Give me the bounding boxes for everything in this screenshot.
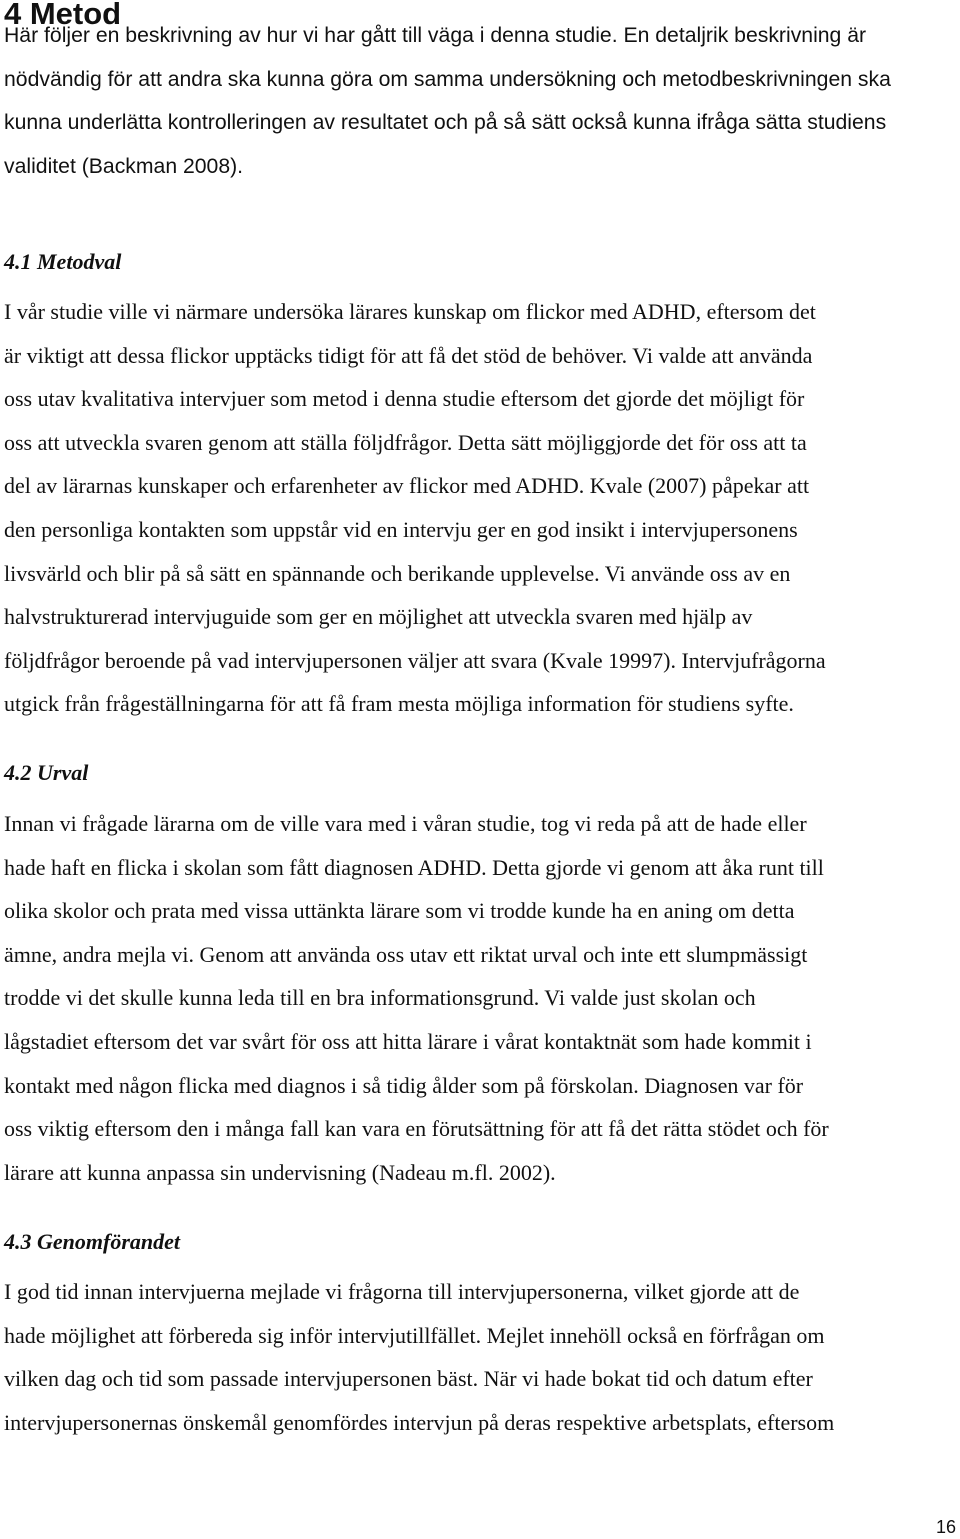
text-line: lärare att kunna anpassa sin undervisning (Nadeau m.fl. 2002). [4, 1159, 556, 1185]
text-line: halvstrukturerad intervjuguide som ger en möjlighet att utveckla svaren med hjälp av [4, 604, 753, 630]
text-line: ämne, andra mejla vi. Genom att använda oss utav ett riktat urval och inte ett slumpmässigt [4, 941, 808, 967]
text-line: I vår studie ville vi närmare undersöka lärares kunskap om flickor med ADHD, eftersom det [4, 299, 816, 324]
text-line: del av lärarnas kunskaper och erfarenheter av flickor med ADHD. Kvale (2007) påpekar att [4, 473, 810, 499]
text-line: oss utav kvalitativa intervjuer som metod i denna studie eftersom det gjorde det möjligt för [4, 386, 805, 412]
text-line: utgick från frågeställningarna för att få fram mesta möjliga information för studiens syfte. [4, 691, 794, 717]
section-heading-genomforandet: 4.3 Genomförandet [4, 1229, 180, 1254]
text-line: hade möjlighet att förbereda sig inför intervjutillfället. Mejlet innehöll också en förfrågan om [4, 1322, 825, 1348]
text-line: vilken dag och tid som passade intervjupersonen bäst. När vi hade bokat tid och datum efter [4, 1366, 813, 1392]
section-heading-urval: 4.2 Urval [4, 760, 89, 785]
intro-paragraph [4, 14, 960, 188]
text-line: den personliga kontakten som uppstår vid en intervju ger en god insikt i intervjupersonens [4, 516, 798, 542]
text-line: intervjupersonernas önskemål genomfördes intervjun på deras respektive arbetsplats, eftersom [4, 1409, 835, 1435]
text-line: är viktigt att dessa flickor upptäcks tidigt för att få det stöd de behöver. Vi valde att använda [4, 342, 813, 368]
text-line: I god tid innan intervjuerna mejlade vi frågorna till intervjupersonerna, vilket gjorde att de [4, 1279, 800, 1304]
section-paragraph-metodval [4, 290, 960, 726]
text-line: validitet (Backman 2008). [4, 154, 244, 178]
section-heading-metodval: 4.1 Metodval [4, 249, 122, 274]
text-line: livsvärld och blir på så sätt en spännande och berikande upplevelse. Vi använde oss av en [4, 560, 791, 586]
text-line: hade haft en flicka i skolan som fått diagnosen ADHD. Detta gjorde vi genom att åka runt till [4, 854, 824, 880]
text-line: oss att utveckla svaren genom att ställa följdfrågor. Detta sätt möjliggjorde det för oss att ta [4, 429, 807, 455]
text-line: kunna underlätta kontrolleringen av resultatet och på så sätt också kunna ifråga sätta studiens [4, 111, 887, 135]
text-line: kontakt med någon flicka med diagnos i så tidig ålder som på förskolan. Diagnosen var för [4, 1072, 804, 1098]
text-line: olika skolor och prata med vissa uttänkta lärare som vi trodde kunde ha en aning om detta [4, 898, 795, 924]
text-line: Innan vi frågade lärarna om de ville vara med i våran studie, tog vi reda på att de hade eller [4, 811, 807, 836]
section-paragraph-urval [4, 802, 960, 1194]
text-line: oss viktig eftersom den i många fall kan vara en förutsättning för att få det rätta stödet och för [4, 1116, 829, 1142]
text-line: trodde vi det skulle kunna leda till en bra informationsgrund. Vi valde just skolan och [4, 985, 756, 1011]
page-number: 16 [935, 1517, 956, 1537]
text-line: nödvändig för att andra ska kunna göra om samma undersökning och metodbeskrivningen ska [4, 67, 891, 91]
text-line: följdfrågor beroende på vad intervjupersonen väljer att svara (Kvale 19997). Intervjufrågorna [4, 647, 826, 673]
section-paragraph-genomforandet [4, 1270, 960, 1444]
text-line: lågstadiet eftersom det var svårt för oss att hitta lärare i vårat kontaktnät som hade kommit i [4, 1028, 812, 1054]
chapter-title: 4 Metod [4, 0, 122, 31]
text-line: Här följer en beskrivning av hur vi har gått till väga i denna studie. En detaljrik beskrivning är [4, 24, 867, 47]
